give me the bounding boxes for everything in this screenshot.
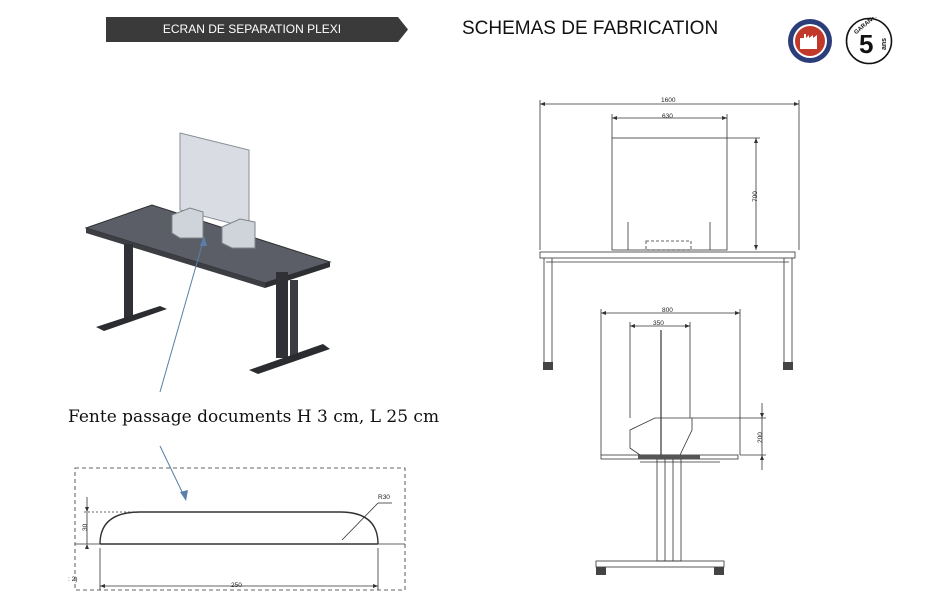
dim-350: 350	[653, 320, 664, 327]
guarantee-top-text: GARANTIE	[853, 17, 882, 36]
scale-note: : 2)	[68, 576, 78, 583]
guarantee-number: 5	[859, 29, 874, 59]
page-title: SCHEMAS DE FABRICATION	[462, 18, 719, 39]
dim-200: 200	[757, 432, 764, 443]
slot-caption: Fente passage documents H 3 cm, L 25 cm	[68, 407, 440, 427]
dim-800: 800	[662, 307, 673, 314]
dim-630: 630	[662, 113, 673, 120]
banner-label: ECRAN DE SEPARATION PLEXI	[162, 22, 342, 36]
dim-r30: R30	[378, 494, 390, 501]
dim-30: 30	[82, 523, 89, 531]
dim-1600: 1600	[661, 97, 676, 104]
dim-250: 250	[231, 582, 242, 589]
dim-700: 700	[752, 191, 759, 202]
guarantee-unit: ans	[881, 37, 888, 50]
